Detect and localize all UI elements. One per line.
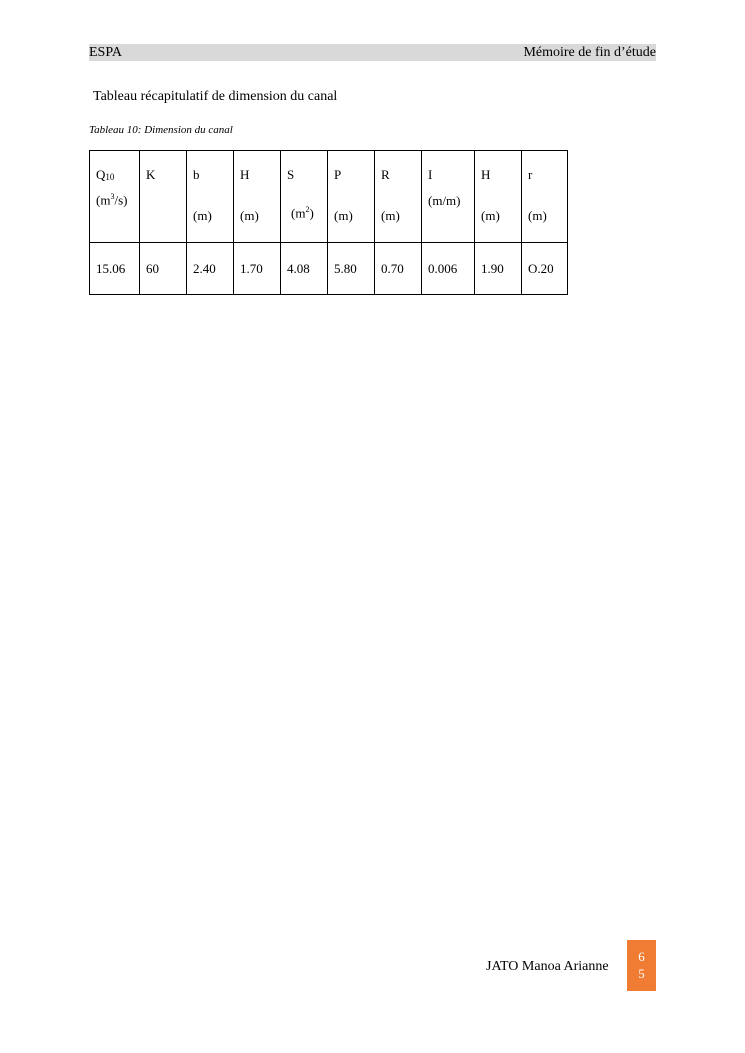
header-cell-r-lower xyxy=(522,151,568,243)
value-cell: 0.006 xyxy=(422,243,475,295)
value-cell: 5.80 xyxy=(328,243,375,295)
header-cell-p xyxy=(328,151,375,243)
section-title: Tableau récapitulatif de dimension du canal xyxy=(93,89,338,104)
table-value-row xyxy=(90,243,568,295)
header-symbol: S xyxy=(287,167,295,182)
table-header-row xyxy=(90,151,568,243)
header-unit: (m) xyxy=(381,208,400,223)
header-unit: (m) xyxy=(240,208,259,223)
table-caption: Tableau 10: Dimension du canal xyxy=(89,124,233,136)
header-symbol: H xyxy=(240,167,250,182)
header-symbol: R xyxy=(381,167,390,182)
value-cell: 0.70 xyxy=(375,243,422,295)
header-symbol: b xyxy=(193,167,200,182)
page-number-line2: 5 xyxy=(638,966,645,981)
header-right-text: Mémoire de fin d’étude xyxy=(523,45,656,60)
page-number-badge xyxy=(627,940,656,991)
value-cell: 4.08 xyxy=(281,243,328,295)
header-cell-h xyxy=(234,151,281,243)
header-symbol: I xyxy=(428,167,433,182)
header-unit: (m) xyxy=(481,208,500,223)
value-cell: 2.40 xyxy=(187,243,234,295)
value-cell: O.20 xyxy=(522,243,568,295)
header-symbol: P xyxy=(334,167,342,182)
header-cell-i xyxy=(422,151,475,243)
footer-author: JATO Manoa Arianne xyxy=(486,959,609,974)
header-symbol: r xyxy=(528,167,533,182)
value-cell: 15.06 xyxy=(90,243,140,295)
value-cell: 1.70 xyxy=(234,243,281,295)
header-unit-sup: 2 xyxy=(305,205,310,214)
header-cell-s xyxy=(281,151,328,243)
header-unit-tail: ) xyxy=(309,205,314,221)
header-subscript: 10 xyxy=(105,172,115,182)
header-symbol: K xyxy=(146,167,156,182)
header-unit: (m) xyxy=(334,208,353,223)
header-cell-r-upper xyxy=(375,151,422,243)
header-symbol: Q xyxy=(96,167,106,182)
header-left-text: ESPA xyxy=(89,45,122,60)
header-unit: (m xyxy=(291,205,306,221)
header-unit: (m/m) xyxy=(428,193,461,208)
page-number-line1: 6 xyxy=(638,949,645,964)
header-symbol: H xyxy=(481,167,491,182)
header-cell-q10 xyxy=(90,151,140,243)
canal-dimension-table xyxy=(89,150,568,295)
header-cell-h2 xyxy=(475,151,522,243)
header-unit-tail: /s) xyxy=(114,192,128,208)
value-cell: 1.90 xyxy=(475,243,522,295)
value-cell: 60 xyxy=(140,243,187,295)
header-unit-sup: 3 xyxy=(110,192,115,201)
header-unit: (m xyxy=(96,192,111,208)
header-unit: (m) xyxy=(193,208,212,223)
header-unit: (m) xyxy=(528,208,547,223)
header-cell-k xyxy=(140,151,187,243)
header-cell-b xyxy=(187,151,234,243)
page-header xyxy=(89,44,656,61)
